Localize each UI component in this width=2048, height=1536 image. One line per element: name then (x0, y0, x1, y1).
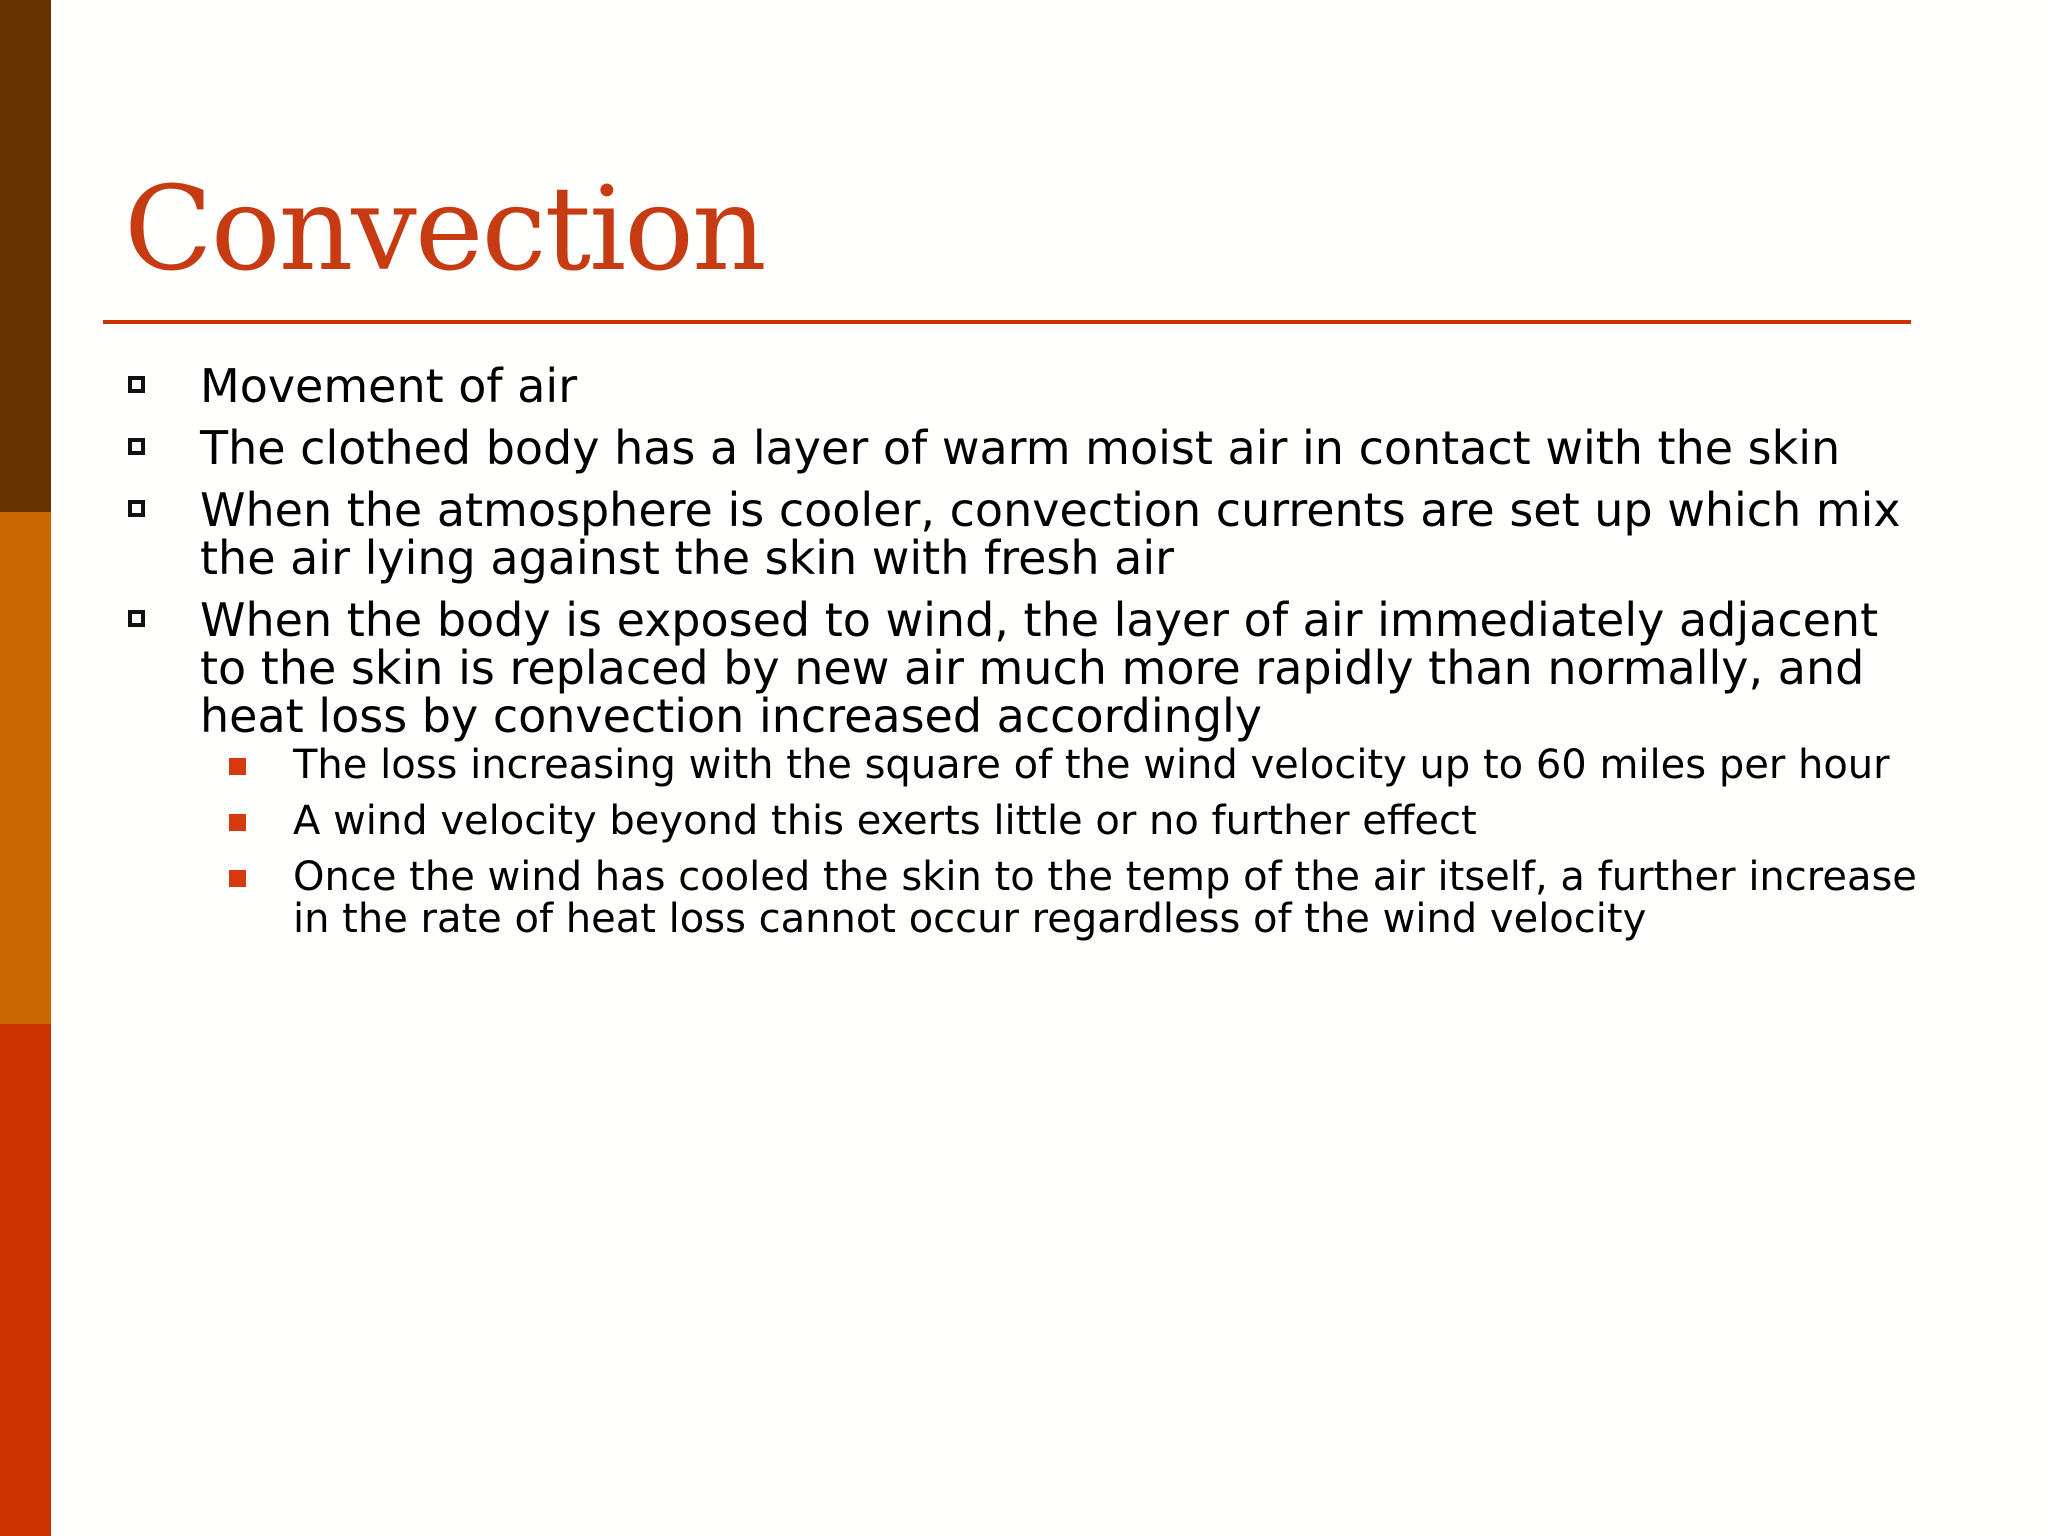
sub-bullet-text: Once the wind has cooled the skin to the temp of the air itself, a further increase in the rate of heat loss cannot occur regardless of the wind velocity (293, 854, 1917, 942)
hollow-square-icon (128, 610, 145, 627)
filled-square-icon (229, 758, 246, 775)
sub-bullet-list (200, 744, 1927, 940)
bullet-text: Movement of air (200, 359, 578, 413)
bullet-item (127, 483, 1927, 585)
filled-square-icon (229, 814, 246, 831)
hollow-square-icon (128, 376, 145, 393)
hollow-square-icon (128, 500, 145, 517)
side-bar-bottom-segment (0, 1024, 51, 1536)
bullet-item (127, 421, 1927, 475)
slide-title: Convection (124, 162, 765, 297)
sub-bullet-item (127, 800, 1927, 842)
side-bar-middle-segment (0, 512, 51, 1024)
side-color-bar (0, 0, 51, 1536)
sub-bullet-item (127, 744, 1927, 786)
bullet-item (127, 593, 1927, 942)
bullet-list (127, 359, 1927, 954)
sub-bullet-text: A wind velocity beyond this exerts little or no further effect (293, 798, 1477, 844)
hollow-square-icon (128, 438, 145, 455)
bullet-text: When the atmosphere is cooler, convection currents are set up which mix the air lying against the skin with fresh air (200, 483, 1901, 585)
sub-bullet-item (127, 856, 1927, 940)
sub-bullet-text: The loss increasing with the square of the wind velocity up to 60 miles per hour (293, 742, 1890, 788)
title-underline (103, 320, 1911, 324)
filled-square-icon (229, 870, 246, 887)
bullet-item (127, 359, 1927, 413)
bullet-text: When the body is exposed to wind, the layer of air immediately adjacent to the skin is replaced by new air much more rapidly than normally, and heat loss by convection increased accordingly (200, 593, 1879, 743)
side-bar-top-segment (0, 0, 51, 512)
bullet-text: The clothed body has a layer of warm moist air in contact with the skin (200, 421, 1841, 475)
